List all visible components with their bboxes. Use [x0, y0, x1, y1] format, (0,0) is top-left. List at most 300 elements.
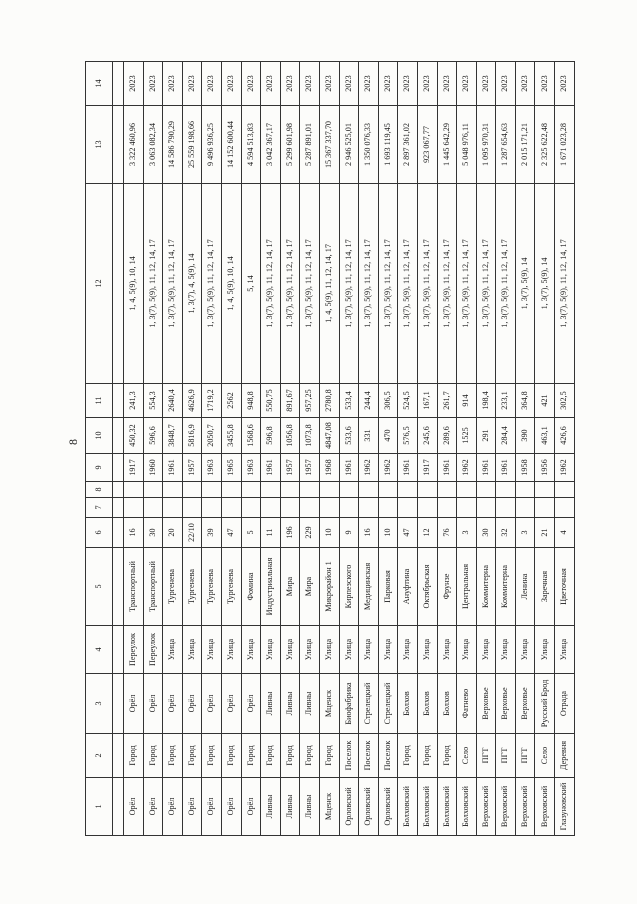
table-cell-col-10: 331: [359, 418, 379, 454]
table-cell-col-8: [163, 482, 183, 498]
table-cell-col-4: Переулок: [143, 626, 163, 674]
table-row: [496, 62, 516, 836]
table-cell-col-6: 229: [300, 518, 320, 548]
table-cell-col-10: 576,5: [398, 418, 418, 454]
table-cell-col-9: 1960: [143, 454, 163, 482]
table-cell-col-12: 1, 3(7), 4, 5(9), 14: [182, 184, 202, 384]
table-cell-col-7: [535, 498, 555, 518]
table-cell-col-9: 1962: [555, 454, 575, 482]
table-cell-col-11: 891,67: [280, 384, 300, 418]
register-table: [85, 61, 575, 836]
page-number: 8: [66, 439, 80, 445]
table-cell-col-2: Город: [182, 734, 202, 778]
table-blank-row: [113, 62, 124, 836]
table-cell-col-1: Ливны: [280, 778, 300, 836]
blank-cell: [113, 184, 124, 384]
table-cell-col-9: 1962: [359, 454, 379, 482]
table-cell-col-2: Город: [261, 734, 281, 778]
table-cell-col-8: [241, 482, 261, 498]
table-cell-col-7: [555, 498, 575, 518]
table-cell-col-10: 463,1: [535, 418, 555, 454]
table-cell-col-7: [437, 498, 457, 518]
table-cell-col-13: 1 095 970,31: [476, 106, 496, 184]
table-cell-col-1: Орловский: [359, 778, 379, 836]
table-cell-col-5: Микрорайон 1: [319, 548, 339, 626]
table-cell-col-2: Село: [535, 734, 555, 778]
table-cell-col-6: 16: [124, 518, 144, 548]
table-cell-col-9: 1917: [417, 454, 437, 482]
table-cell-col-5: Транспортный: [124, 548, 144, 626]
table-cell-col-4: Улица: [261, 626, 281, 674]
table-cell-col-10: 426,6: [555, 418, 575, 454]
table-cell-col-5: Фрунзе: [437, 548, 457, 626]
table-cell-col-11: 241,3: [124, 384, 144, 418]
table-cell-col-10: 450,32: [124, 418, 144, 454]
table-cell-col-4: Улица: [319, 626, 339, 674]
table-cell-col-8: [457, 482, 477, 498]
table-cell-col-6: 3: [515, 518, 535, 548]
table-cell-col-5: Цветочная: [555, 548, 575, 626]
table-row: [378, 62, 398, 836]
table-cell-col-12: 1, 3(7), 5(9), 11, 12, 14, 17: [359, 184, 379, 384]
table-cell-col-4: Улица: [555, 626, 575, 674]
table-cell-col-12: 1, 3(7), 5(9), 11, 12, 14, 17: [378, 184, 398, 384]
table-cell-col-9: 1962: [378, 454, 398, 482]
table-cell-col-13: 3 063 082,34: [143, 106, 163, 184]
table-cell-col-3: Фатнево: [457, 674, 477, 734]
table-cell-col-9: 1963: [241, 454, 261, 482]
table-cell-col-9: 1963: [202, 454, 222, 482]
table-cell-col-2: ПГТ: [496, 734, 516, 778]
blank-cell: [113, 454, 124, 482]
table-cell-col-1: Верховский: [476, 778, 496, 836]
column-number-2: 2: [86, 734, 113, 778]
table-cell-col-10: 245,6: [417, 418, 437, 454]
table-cell-col-2: ПГТ: [476, 734, 496, 778]
table-cell-col-4: Улица: [359, 626, 379, 674]
table-row: [457, 62, 477, 836]
table-cell-col-3: Русский Брод: [535, 674, 555, 734]
table-cell-col-4: Улица: [339, 626, 359, 674]
table-cell-col-4: Улица: [378, 626, 398, 674]
table-cell-col-7: [319, 498, 339, 518]
table-cell-col-1: Орловский: [378, 778, 398, 836]
table-cell-col-8: [182, 482, 202, 498]
table-cell-col-9: 1961: [163, 454, 183, 482]
table-cell-col-9: 1956: [535, 454, 555, 482]
table-cell-col-13: 923 067,77: [417, 106, 437, 184]
table-cell-col-7: [261, 498, 281, 518]
table-cell-col-8: [535, 482, 555, 498]
table-cell-col-13: 2 015 171,21: [515, 106, 535, 184]
table-cell-col-3: Болхов: [417, 674, 437, 734]
table-cell-col-10: 289,6: [437, 418, 457, 454]
table-cell-col-10: 284,4: [496, 418, 516, 454]
table-cell-col-10: 1568,6: [241, 418, 261, 454]
column-number-10: 10: [86, 418, 113, 454]
table-cell-col-5: Тургенева: [202, 548, 222, 626]
table-row: [476, 62, 496, 836]
table-cell-col-7: [143, 498, 163, 518]
table-cell-col-9: 1957: [300, 454, 320, 482]
table-cell-col-11: 244,4: [359, 384, 379, 418]
table-cell-col-12: 1, 3(7), 5(9), 11, 12, 14, 17: [202, 184, 222, 384]
table-cell-col-11: 533,4: [339, 384, 359, 418]
table-row: [221, 62, 241, 836]
table-cell-col-8: [555, 482, 575, 498]
table-cell-col-12: 1, 3(7), 5(9), 11, 12, 14, 17: [476, 184, 496, 384]
table-cell-col-4: Улица: [398, 626, 418, 674]
table-cell-col-7: [476, 498, 496, 518]
column-number-5: 5: [86, 548, 113, 626]
table-cell-col-11: 2562: [221, 384, 241, 418]
table-cell-col-5: Тургенева: [163, 548, 183, 626]
blank-cell: [113, 674, 124, 734]
table-cell-col-14: 2023: [319, 62, 339, 106]
table-cell-col-14: 2023: [496, 62, 516, 106]
table-cell-col-13: 2 325 622,48: [535, 106, 555, 184]
table-cell-col-8: [319, 482, 339, 498]
table-row: [339, 62, 359, 836]
table-cell-col-9: 1961: [476, 454, 496, 482]
table-cell-col-11: 261,7: [437, 384, 457, 418]
table-cell-col-8: [359, 482, 379, 498]
table-cell-col-6: 32: [496, 518, 516, 548]
table-cell-col-10: 5816,9: [182, 418, 202, 454]
table-cell-col-9: 1965: [221, 454, 241, 482]
table-cell-col-3: Ливны: [280, 674, 300, 734]
table-cell-col-13: 4 594 513,83: [241, 106, 261, 184]
table-cell-col-4: Улица: [221, 626, 241, 674]
table-cell-col-3: Орёл: [182, 674, 202, 734]
table-cell-col-13: 1 287 654,63: [496, 106, 516, 184]
table-cell-col-12: 1, 3(7), 5(9), 14: [515, 184, 535, 384]
table-cell-col-5: Фомина: [241, 548, 261, 626]
table-cell-col-3: Ливны: [261, 674, 281, 734]
table-row: [398, 62, 418, 836]
table-cell-col-5: Тургенева: [221, 548, 241, 626]
table-cell-col-8: [300, 482, 320, 498]
blank-cell: [113, 498, 124, 518]
table-cell-col-3: Мценск: [319, 674, 339, 734]
table-cell-col-1: Орёл: [241, 778, 261, 836]
table-cell-col-1: Орёл: [124, 778, 144, 836]
table-cell-col-7: [241, 498, 261, 518]
table-cell-col-9: 1957: [182, 454, 202, 482]
table-cell-col-10: 533,6: [339, 418, 359, 454]
table-cell-col-7: [202, 498, 222, 518]
table-cell-col-3: Верховье: [515, 674, 535, 734]
table-cell-col-14: 2023: [202, 62, 222, 106]
table-cell-col-1: Болховский: [437, 778, 457, 836]
table-cell-col-13: 14 152 600,44: [221, 106, 241, 184]
table-cell-col-7: [359, 498, 379, 518]
table-cell-col-13: 1 445 642,29: [437, 106, 457, 184]
table-cell-col-6: 9: [339, 518, 359, 548]
table-cell-col-10: 470: [378, 418, 398, 454]
table-cell-col-4: Улица: [535, 626, 555, 674]
blank-cell: [113, 418, 124, 454]
table-row: [143, 62, 163, 836]
table-cell-col-1: Глазуновский: [555, 778, 575, 836]
table-cell-col-11: 302,5: [555, 384, 575, 418]
table-cell-col-14: 2023: [359, 62, 379, 106]
table-cell-col-14: 2023: [417, 62, 437, 106]
table-cell-col-4: Улица: [202, 626, 222, 674]
table-row: [124, 62, 144, 836]
table-cell-col-10: 596,8: [261, 418, 281, 454]
table-cell-col-5: Мира: [280, 548, 300, 626]
table-cell-col-11: 554,3: [143, 384, 163, 418]
blank-cell: [113, 548, 124, 626]
table-cell-col-13: 15 367 337,70: [319, 106, 339, 184]
table-cell-col-4: Переулок: [124, 626, 144, 674]
table-cell-col-9: 1962: [457, 454, 477, 482]
register-table-body: [86, 62, 575, 836]
table-cell-col-5: Центральная: [457, 548, 477, 626]
table-cell-col-8: [280, 482, 300, 498]
table-row: [241, 62, 261, 836]
table-cell-col-11: 550,75: [261, 384, 281, 418]
table-cell-col-9: 1968: [319, 454, 339, 482]
table-cell-col-4: Улица: [280, 626, 300, 674]
table-cell-col-7: [457, 498, 477, 518]
table-cell-col-14: 2023: [339, 62, 359, 106]
table-cell-col-2: Город: [163, 734, 183, 778]
table-cell-col-14: 2023: [143, 62, 163, 106]
table-cell-col-13: 2 946 525,01: [339, 106, 359, 184]
table-cell-col-14: 2023: [555, 62, 575, 106]
table-cell-col-4: Улица: [300, 626, 320, 674]
table-cell-col-10: 596,6: [143, 418, 163, 454]
table-cell-col-2: Город: [202, 734, 222, 778]
table-cell-col-13: 25 559 198,66: [182, 106, 202, 184]
table-cell-col-12: 1, 3(7), 5(9), 11, 12, 14, 17: [496, 184, 516, 384]
table-cell-col-13: 1 693 119,45: [378, 106, 398, 184]
table-cell-col-5: Ленина: [515, 548, 535, 626]
table-cell-col-9: 1917: [124, 454, 144, 482]
table-cell-col-11: 167,1: [417, 384, 437, 418]
column-number-7: 7: [86, 498, 113, 518]
table-cell-col-11: 948,8: [241, 384, 261, 418]
table-cell-col-3: Орёл: [202, 674, 222, 734]
table-cell-col-3: Биофабрика: [339, 674, 359, 734]
table-cell-col-1: Верховский: [515, 778, 535, 836]
table-cell-col-14: 2023: [241, 62, 261, 106]
table-cell-col-2: Поселок: [359, 734, 379, 778]
table-cell-col-4: Улица: [476, 626, 496, 674]
table-cell-col-12: 1, 3(7), 5(9), 11, 12, 14, 17: [143, 184, 163, 384]
table-cell-col-12: 1, 4, 5(9), 10, 14: [221, 184, 241, 384]
table-cell-col-7: [378, 498, 398, 518]
table-cell-col-2: Город: [398, 734, 418, 778]
table-cell-col-12: 1, 3(7), 5(9), 11, 12, 14, 17: [437, 184, 457, 384]
table-row: [182, 62, 202, 836]
column-number-11: 11: [86, 384, 113, 418]
table-cell-col-5: Коммитерна: [496, 548, 516, 626]
table-cell-col-2: Город: [241, 734, 261, 778]
table-cell-col-9: 1961: [261, 454, 281, 482]
column-number-8: 8: [86, 482, 113, 498]
table-cell-col-1: Орёл: [182, 778, 202, 836]
table-cell-col-13: 9 496 936,25: [202, 106, 222, 184]
table-cell-col-11: 1719,2: [202, 384, 222, 418]
table-cell-col-10: 1056,8: [280, 418, 300, 454]
table-cell-col-13: 5 048 976,11: [457, 106, 477, 184]
table-cell-col-7: [182, 498, 202, 518]
table-cell-col-12: 1, 3(7), 5(9), 11, 12, 14, 17: [280, 184, 300, 384]
table-cell-col-2: Город: [124, 734, 144, 778]
table-cell-col-6: 30: [476, 518, 496, 548]
table-cell-col-12: 1, 3(7), 5(9), 11, 12, 14, 17: [457, 184, 477, 384]
table-cell-col-5: Индустриальная: [261, 548, 281, 626]
table-cell-col-2: Город: [300, 734, 320, 778]
table-cell-col-7: [163, 498, 183, 518]
table-cell-col-12: 5, 14: [241, 184, 261, 384]
table-cell-col-8: [339, 482, 359, 498]
table-cell-col-14: 2023: [163, 62, 183, 106]
table-cell-col-5: Коммитерна: [476, 548, 496, 626]
table-cell-col-5: Кирпезского: [339, 548, 359, 626]
table-cell-col-12: 1, 4, 5(9), 11, 12, 14, 17: [319, 184, 339, 384]
table-cell-col-14: 2023: [457, 62, 477, 106]
table-cell-col-14: 2023: [378, 62, 398, 106]
table-cell-col-5: Ануфтина: [398, 548, 418, 626]
table-cell-col-9: 1961: [339, 454, 359, 482]
table-cell-col-3: Ливны: [300, 674, 320, 734]
table-cell-col-3: Болхов: [437, 674, 457, 734]
table-cell-col-4: Улица: [515, 626, 535, 674]
table-cell-col-8: [417, 482, 437, 498]
table-cell-col-5: Заречная: [535, 548, 555, 626]
table-row: [555, 62, 575, 836]
table-cell-col-3: Орёл: [143, 674, 163, 734]
table-cell-col-7: [398, 498, 418, 518]
table-cell-col-14: 2023: [261, 62, 281, 106]
table-cell-col-13: 2 897 361,02: [398, 106, 418, 184]
blank-cell: [113, 518, 124, 548]
table-cell-col-14: 2023: [535, 62, 555, 106]
table-cell-col-2: Город: [280, 734, 300, 778]
table-cell-col-6: 39: [202, 518, 222, 548]
table-cell-col-7: [280, 498, 300, 518]
blank-cell: [113, 106, 124, 184]
blank-cell: [113, 626, 124, 674]
table-cell-col-8: [437, 482, 457, 498]
table-cell-col-6: 10: [319, 518, 339, 548]
table-cell-col-1: Орловский: [339, 778, 359, 836]
column-number-6: 6: [86, 518, 113, 548]
table-cell-col-4: Улица: [241, 626, 261, 674]
table-cell-col-4: Улица: [496, 626, 516, 674]
table-cell-col-7: [124, 498, 144, 518]
table-cell-col-8: [515, 482, 535, 498]
blank-cell: [113, 482, 124, 498]
table-row: [359, 62, 379, 836]
table-cell-col-14: 2023: [398, 62, 418, 106]
table-cell-col-1: Ливны: [261, 778, 281, 836]
table-cell-col-2: Поселок: [339, 734, 359, 778]
table-cell-col-12: 1, 3(7), 5(9), 11, 12, 14, 17: [417, 184, 437, 384]
table-cell-col-6: 10: [378, 518, 398, 548]
table-cell-col-3: Орёл: [221, 674, 241, 734]
table-cell-col-3: Отрада: [555, 674, 575, 734]
table-cell-col-2: Город: [437, 734, 457, 778]
table-cell-col-9: 1961: [496, 454, 516, 482]
table-cell-col-13: 5 287 891,01: [300, 106, 320, 184]
table-cell-col-10: 3848,7: [163, 418, 183, 454]
table-cell-col-4: Улица: [437, 626, 457, 674]
table-cell-col-8: [221, 482, 241, 498]
table-cell-col-2: Поселок: [378, 734, 398, 778]
table-cell-col-12: 1, 3(7), 5(9), 11, 12, 14, 17: [339, 184, 359, 384]
table-cell-col-1: Болховский: [417, 778, 437, 836]
table-cell-col-9: 1957: [280, 454, 300, 482]
table-cell-col-11: 914: [457, 384, 477, 418]
table-cell-col-6: 22/10: [182, 518, 202, 548]
table-cell-col-7: [515, 498, 535, 518]
table-cell-col-3: Стрелецкий: [378, 674, 398, 734]
table-cell-col-10: 2050,7: [202, 418, 222, 454]
table-cell-col-6: 12: [417, 518, 437, 548]
table-cell-col-2: Село: [457, 734, 477, 778]
table-cell-col-9: 1958: [515, 454, 535, 482]
table-cell-col-4: Улица: [457, 626, 477, 674]
table-cell-col-7: [417, 498, 437, 518]
table-cell-col-5: Медицинская: [359, 548, 379, 626]
table-cell-col-4: Улица: [417, 626, 437, 674]
table-cell-col-1: Мценск: [319, 778, 339, 836]
table-cell-col-12: 1, 3(7), 5(9), 11, 12, 14, 17: [555, 184, 575, 384]
table-cell-col-11: 957,25: [300, 384, 320, 418]
table-cell-col-10: 3455,8: [221, 418, 241, 454]
table-cell-col-6: 196: [280, 518, 300, 548]
column-number-12: 12: [86, 184, 113, 384]
table-cell-col-1: Орёл: [221, 778, 241, 836]
table-cell-col-1: Верховский: [535, 778, 555, 836]
table-cell-col-11: 2780,8: [319, 384, 339, 418]
table-cell-col-5: Тургенева: [182, 548, 202, 626]
table-row: [261, 62, 281, 836]
blank-cell: [113, 384, 124, 418]
table-cell-col-6: 4: [555, 518, 575, 548]
column-number-13: 13: [86, 106, 113, 184]
table-cell-col-14: 2023: [124, 62, 144, 106]
table-cell-col-14: 2023: [515, 62, 535, 106]
table-cell-col-3: Болхов: [398, 674, 418, 734]
table-cell-col-12: 1, 3(7), 5(9), 11, 12, 14, 17: [300, 184, 320, 384]
table-cell-col-11: 4626,9: [182, 384, 202, 418]
table-cell-col-14: 2023: [437, 62, 457, 106]
table-row: [515, 62, 535, 836]
table-row: [300, 62, 320, 836]
table-cell-col-2: Деревня: [555, 734, 575, 778]
blank-cell: [113, 734, 124, 778]
table-cell-col-12: 1, 3(7), 5(9), 14: [535, 184, 555, 384]
blank-cell: [113, 778, 124, 836]
table-cell-col-13: 3 042 367,17: [261, 106, 281, 184]
table-cell-col-6: 11: [261, 518, 281, 548]
table-cell-col-2: Город: [417, 734, 437, 778]
table-cell-col-14: 2023: [300, 62, 320, 106]
table-cell-col-9: 1961: [437, 454, 457, 482]
table-cell-col-8: [496, 482, 516, 498]
table-cell-col-14: 2023: [280, 62, 300, 106]
table-row: [535, 62, 555, 836]
table-cell-col-8: [261, 482, 281, 498]
table-cell-col-8: [124, 482, 144, 498]
table-cell-col-12: 1, 3(7), 5(9), 11, 12, 14, 17: [261, 184, 281, 384]
